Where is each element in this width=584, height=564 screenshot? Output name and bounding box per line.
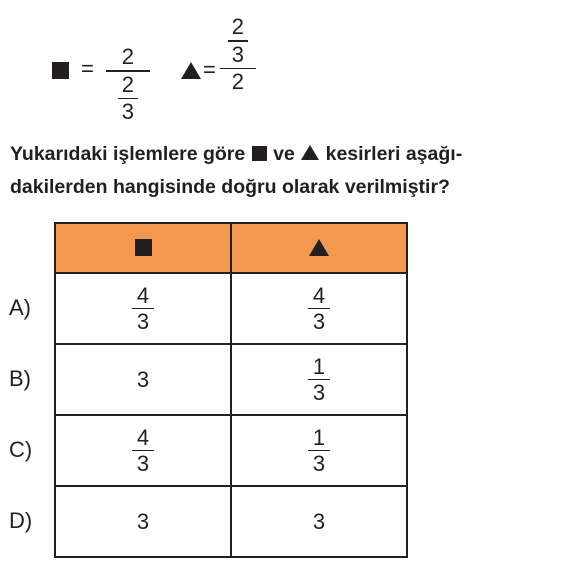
fraction-numerator: 1 <box>312 353 326 379</box>
option-label-c[interactable]: C) <box>9 437 33 462</box>
cell-square: 3 <box>55 344 231 415</box>
equals-sign: = <box>81 56 94 81</box>
header-triangle <box>231 223 407 273</box>
fraction-numerator: 2 <box>231 14 244 39</box>
triangle-icon <box>309 239 329 256</box>
square-icon <box>252 146 267 161</box>
fraction-denominator: 3 <box>121 99 134 124</box>
option-label-b[interactable]: B) <box>9 366 31 391</box>
cell-triangle <box>231 415 407 486</box>
fraction-denominator: 3 <box>231 41 244 67</box>
table-row[interactable] <box>55 344 407 415</box>
cell-triangle: 3 <box>231 486 407 557</box>
fraction-numerator: 4 <box>136 282 150 308</box>
fraction <box>232 425 406 477</box>
fraction-denominator: 3 <box>312 451 326 477</box>
fraction-denominator: 3 <box>312 380 326 406</box>
option-label-d[interactable]: D) <box>9 508 33 533</box>
cell-square <box>55 415 231 486</box>
fraction <box>232 283 406 335</box>
question-part: ve <box>273 143 295 165</box>
cell-triangle <box>231 273 407 344</box>
fraction-numerator: 2 <box>121 71 134 97</box>
fraction-numerator: 1 <box>312 424 326 450</box>
nested-fraction <box>118 72 138 126</box>
square-icon <box>52 62 69 79</box>
cell-square <box>55 273 231 344</box>
triangle-complex-fraction <box>220 14 256 95</box>
square-equation <box>52 44 150 125</box>
nested-fraction <box>228 14 248 68</box>
fraction-numerator: 2 <box>121 44 134 69</box>
fraction-denominator: 2 <box>231 69 244 94</box>
triangle-icon <box>181 62 201 79</box>
question-part: kesirleri aşağı- <box>325 143 463 165</box>
option-label-a[interactable]: A) <box>9 295 31 320</box>
answer-table <box>54 222 408 558</box>
fraction-denominator: 3 <box>312 309 326 335</box>
table-row[interactable] <box>55 486 407 557</box>
fraction <box>232 354 406 406</box>
square-icon <box>135 239 152 256</box>
fraction-denominator: 3 <box>136 309 150 335</box>
fraction-numerator: 4 <box>136 424 150 450</box>
fraction-denominator: 3 <box>136 451 150 477</box>
fraction <box>56 283 230 335</box>
question-line: dakilerden hangisinde doğru olarak verilmiştir? <box>10 176 450 198</box>
equals-sign: = <box>203 57 216 82</box>
triangle-equation <box>181 14 256 95</box>
square-complex-fraction <box>106 44 150 125</box>
cell-triangle <box>231 344 407 415</box>
fraction <box>56 425 230 477</box>
triangle-icon <box>301 145 319 160</box>
question-text <box>10 138 580 204</box>
header-square <box>55 223 231 273</box>
cell-square: 3 <box>55 486 231 557</box>
question-part: Yukarıdaki işlemlere göre <box>10 143 246 165</box>
table-header-row <box>55 223 407 273</box>
table-row[interactable] <box>55 273 407 344</box>
fraction-numerator: 4 <box>312 282 326 308</box>
table-row[interactable] <box>55 415 407 486</box>
